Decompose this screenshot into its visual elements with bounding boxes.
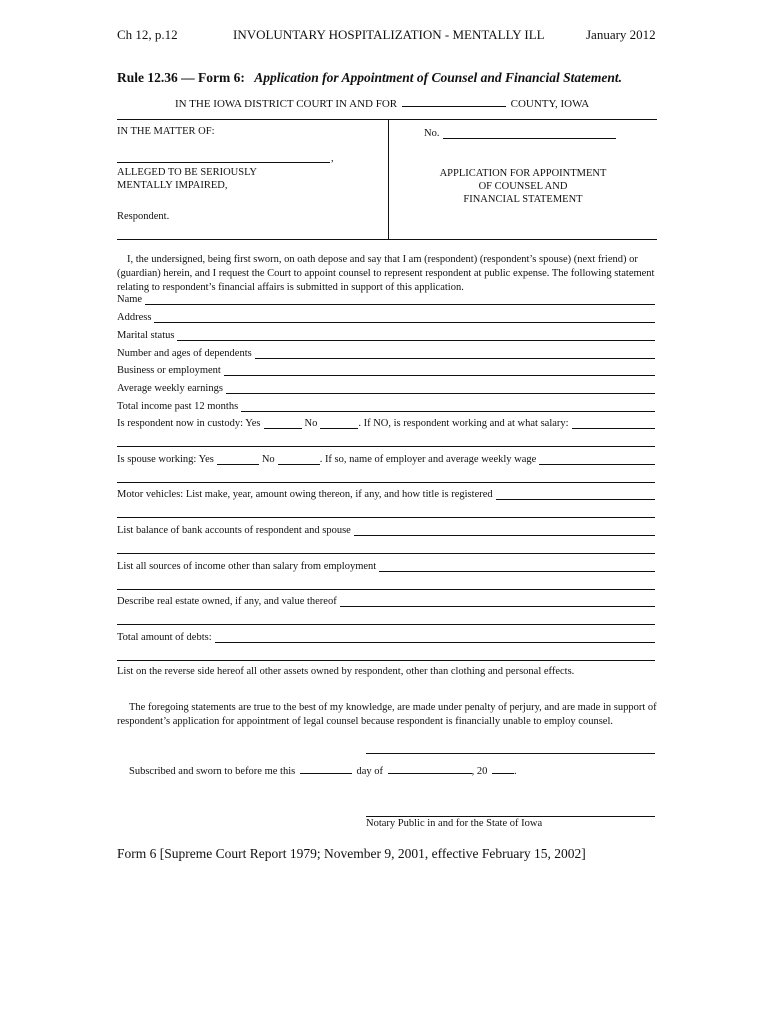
business-label: Business or employment	[117, 365, 221, 376]
rule-label: Rule 12.36 — Form 6:	[117, 70, 245, 85]
case-no-blank[interactable]	[443, 128, 616, 139]
sworn-day-of: day of	[356, 766, 384, 777]
sources-continuation-line[interactable]	[117, 589, 655, 590]
dependents-field[interactable]	[117, 348, 655, 359]
applicant-signature-line[interactable]	[366, 753, 655, 754]
sworn-year-blank[interactable]	[492, 763, 514, 774]
name-blank[interactable]	[145, 294, 655, 305]
income-field[interactable]	[117, 401, 655, 412]
sworn-month-blank[interactable]	[388, 763, 472, 774]
business-field[interactable]	[117, 365, 655, 376]
form-title: Application for Appointment of Counsel and Financial Statement.	[254, 70, 623, 85]
address-field[interactable]	[117, 312, 655, 323]
earnings-blank[interactable]	[226, 383, 655, 394]
earnings-field[interactable]	[117, 383, 655, 394]
court-suffix: COUNTY, IOWA	[510, 98, 590, 110]
debts-field[interactable]	[117, 632, 655, 643]
spouse-wage-blank[interactable]	[539, 454, 655, 465]
dependents-blank[interactable]	[255, 348, 655, 359]
caption-comma: ,	[331, 153, 334, 164]
county-blank[interactable]	[402, 96, 506, 107]
form-source-note: Form 6 [Supreme Court Report 1979; November 9, 2001, effective February 15, 2002]	[117, 846, 586, 861]
spouse-tail: . If so, name of employer and average weekly wage	[319, 454, 537, 465]
business-blank[interactable]	[224, 365, 655, 376]
spouse-no-blank[interactable]	[278, 454, 320, 465]
bank-continuation-line[interactable]	[117, 553, 655, 554]
spouse-field	[117, 454, 655, 465]
bank-blank[interactable]	[354, 525, 655, 536]
court-prefix: IN THE IOWA DISTRICT COURT IN AND FOR	[175, 98, 398, 110]
custody-salary-blank[interactable]	[572, 418, 655, 429]
running-title: INVOLUNTARY HOSPITALIZATION - MENTALLY ILL	[233, 27, 545, 42]
court-line	[175, 96, 589, 110]
app-heading-line-2: OF COUNSEL AND	[478, 181, 568, 192]
name-field[interactable]	[117, 294, 655, 305]
chapter-page: Ch 12, p.12	[117, 27, 178, 42]
app-heading-line-1: APPLICATION FOR APPOINTMENT	[439, 168, 607, 179]
debts-blank[interactable]	[215, 632, 655, 643]
rule-heading	[117, 70, 622, 86]
custody-field	[117, 418, 655, 429]
app-heading-line-3: FINANCIAL STATEMENT	[463, 194, 583, 205]
dependents-label: Number and ages of dependents	[117, 348, 252, 359]
intro-paragraph: I, the undersigned, being first sworn, on oath depose and say that I am (respondent) (respondent’s spouse) (next friend) or (guardian) herein, and I request the Court to appoint counsel to represent respondent at public expense. The following statement relating to respondent’s financial affairs is submitted in support of this application.	[117, 254, 655, 293]
income-blank[interactable]	[241, 401, 655, 412]
custody-yes-blank[interactable]	[264, 418, 302, 429]
sworn-day-blank[interactable]	[300, 763, 352, 774]
sworn-prefix: Subscribed and sworn to before me this	[129, 766, 296, 777]
vehicles-field[interactable]	[117, 489, 655, 500]
marital-field[interactable]	[117, 330, 655, 341]
caption-divider	[388, 119, 389, 239]
sources-field[interactable]	[117, 561, 655, 572]
real-estate-blank[interactable]	[340, 596, 655, 607]
address-label: Address	[117, 312, 152, 323]
sources-blank[interactable]	[379, 561, 655, 572]
vehicles-label: Motor vehicles: List make, year, amount owing thereon, if any, and how title is registered	[117, 489, 493, 500]
custody-no-blank[interactable]	[320, 418, 358, 429]
income-label: Total income past 12 months	[117, 401, 239, 412]
notary-signature-line[interactable]	[366, 816, 655, 817]
marital-label: Marital status	[117, 330, 175, 341]
spouse-continuation-line[interactable]	[117, 482, 655, 483]
sources-label: List all sources of income other than salary from employment	[117, 561, 377, 572]
custody-tail: . If NO, is respondent working and at what salary:	[358, 418, 569, 429]
name-label: Name	[117, 294, 143, 305]
alleged-line-1: ALLEGED TO BE SERIOUSLY	[117, 167, 258, 178]
respondent-label: Respondent.	[117, 211, 170, 222]
sworn-end: .	[514, 766, 517, 777]
spouse-yes-blank[interactable]	[217, 454, 259, 465]
spouse-no-label: No	[261, 454, 275, 465]
custody-continuation-line[interactable]	[117, 446, 655, 447]
reverse-note: List on the reverse side hereof all other assets owned by respondent, other than clothing and personal effects.	[117, 666, 575, 677]
application-heading	[391, 167, 655, 206]
caption-top-rule	[117, 119, 657, 120]
notary-label: Notary Public in and for the State of Iowa	[366, 818, 543, 829]
debts-label: Total amount of debts:	[117, 632, 212, 643]
custody-label: Is respondent now in custody: Yes	[117, 418, 261, 429]
bank-field[interactable]	[117, 525, 655, 536]
custody-no-label: No	[304, 418, 318, 429]
marital-blank[interactable]	[177, 330, 655, 341]
real-estate-field[interactable]	[117, 596, 655, 607]
vehicles-blank[interactable]	[496, 489, 655, 500]
respondent-name-blank[interactable]	[117, 154, 330, 163]
alleged-line-2: MENTALLY IMPAIRED,	[117, 180, 228, 191]
real-estate-continuation-line[interactable]	[117, 624, 655, 625]
earnings-label: Average weekly earnings	[117, 383, 223, 394]
caption-bottom-rule	[117, 239, 657, 240]
oath-paragraph: The foregoing statements are true to the best of my knowledge, are made under penalty of perjury, and are made in support of respondent’s application for appointment of legal counsel because respondent is financially unable to employ counsel.	[117, 702, 657, 727]
real-estate-label: Describe real estate owned, if any, and value thereof	[117, 596, 337, 607]
matter-label: IN THE MATTER OF:	[117, 126, 215, 137]
case-no-label: No.	[424, 128, 440, 139]
address-blank[interactable]	[154, 312, 655, 323]
sworn-line	[129, 763, 517, 777]
vehicles-continuation-line[interactable]	[117, 517, 655, 518]
sworn-year-prefix: , 20	[471, 766, 488, 777]
header-date: January 2012	[586, 27, 656, 42]
debts-continuation-line[interactable]	[117, 660, 655, 661]
spouse-label: Is spouse working: Yes	[117, 454, 214, 465]
bank-label: List balance of bank accounts of respondent and spouse	[117, 525, 351, 536]
